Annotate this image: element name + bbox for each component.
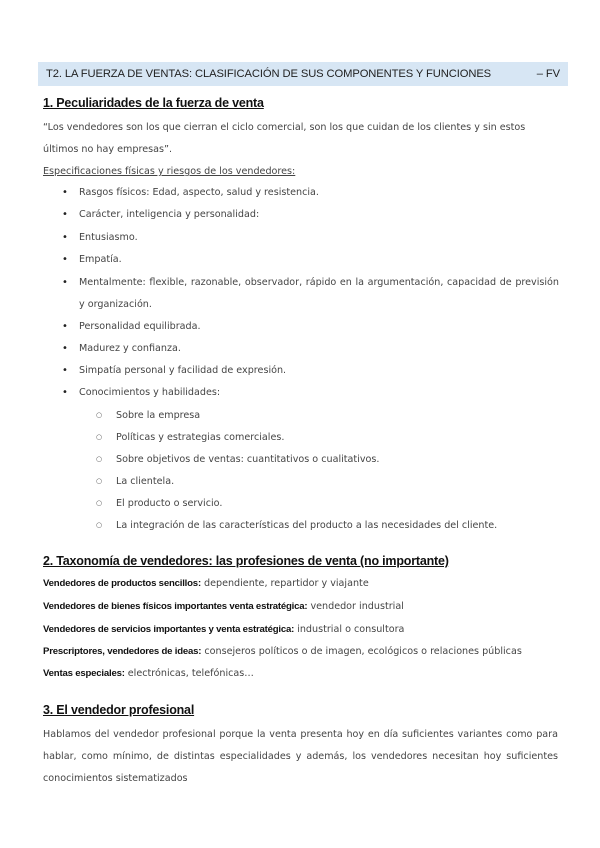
vendor-type-label: Ventas especiales: bbox=[43, 668, 125, 679]
sub-list-item: ○ La clientela. bbox=[116, 476, 174, 487]
vendor-type-text: electrónicas, telefónicas… bbox=[124, 668, 254, 679]
list-item: • Empatía. bbox=[79, 249, 559, 271]
vendor-type-text: consejeros políticos o de imagen, ecológicos o relaciones públicas bbox=[201, 646, 522, 657]
vendor-type-row bbox=[43, 578, 369, 589]
vendor-type-row bbox=[43, 624, 404, 635]
professional-paragraph: Hablamos del vendedor profesional porque la venta presenta hoy en día suficientes variantes como para hablar, como mínimo, de distintas especialidades y además, los vendedores necesitan hoy suficientes conocimientos sistematizados bbox=[43, 729, 558, 784]
title-banner bbox=[38, 62, 568, 86]
sub-list-item: ○ El producto o servicio. bbox=[116, 498, 222, 509]
vendor-type-label: Vendedores de productos sencillos: bbox=[43, 578, 201, 589]
vendor-type-row bbox=[43, 601, 404, 612]
section-3-heading: 3. El vendedor profesional bbox=[43, 703, 195, 717]
author-initials: – FV bbox=[536, 68, 560, 80]
list-item: • Rasgos físicos: Edad, aspecto, salud y resistencia. bbox=[79, 182, 559, 204]
list-item: • Madurez y confianza. bbox=[79, 338, 559, 360]
quote-paragraph: “Los vendedores son los que cierran el ciclo comercial, son los que cuidan de los clientes y sin estos últimos no hay empresas”. bbox=[43, 122, 526, 155]
list-item: • Personalidad equilibrada. bbox=[79, 316, 559, 338]
list-item: • Conocimientos y habilidades: bbox=[79, 382, 559, 404]
document-title: T2. LA FUERZA DE VENTAS: CLASIFICACIÓN DE SUS COMPONENTES Y FUNCIONES bbox=[46, 68, 492, 80]
sub-list-item: ○ Políticas y estrategias comerciales. bbox=[116, 432, 284, 443]
list-item: • Entusiasmo. bbox=[79, 227, 559, 249]
sub-list-item: ○ Sobre objetivos de ventas: cuantitativos o cualitativos. bbox=[116, 454, 379, 465]
list-item: • Simpatía personal y facilidad de expresión. bbox=[79, 360, 559, 382]
section-1-heading: 1. Peculiaridades de la fuerza de venta bbox=[43, 96, 264, 110]
list-item: • Mentalmente: flexible, razonable, observador, rápido en la argumentación, capacidad de previsión y organización. bbox=[79, 272, 559, 316]
sub-list-item: ○ Sobre la empresa bbox=[116, 410, 200, 421]
specs-subheading: Especificaciones físicas y riesgos de los vendedores: bbox=[43, 166, 296, 177]
vendor-type-label: Vendedores de bienes físicos importantes venta estratégica: bbox=[43, 601, 308, 612]
vendor-type-label: Prescriptores, vendedores de ideas: bbox=[43, 646, 202, 657]
section-2-heading: 2. Taxonomía de vendedores: las profesiones de venta (no importante) bbox=[43, 554, 449, 568]
vendor-type-label: Vendedores de servicios importantes y venta estratégica: bbox=[43, 624, 295, 635]
vendor-type-row bbox=[43, 668, 254, 679]
vendor-type-row bbox=[43, 646, 522, 657]
sub-list-item: ○ La integración de las características del producto a las necesidades del cliente. bbox=[116, 520, 497, 531]
list-item: • Carácter, inteligencia y personalidad: bbox=[79, 204, 559, 226]
vendor-type-text: industrial o consultora bbox=[294, 624, 405, 635]
vendor-type-text: dependiente, repartidor y viajante bbox=[200, 578, 369, 589]
vendor-type-text: vendedor industrial bbox=[307, 601, 404, 612]
